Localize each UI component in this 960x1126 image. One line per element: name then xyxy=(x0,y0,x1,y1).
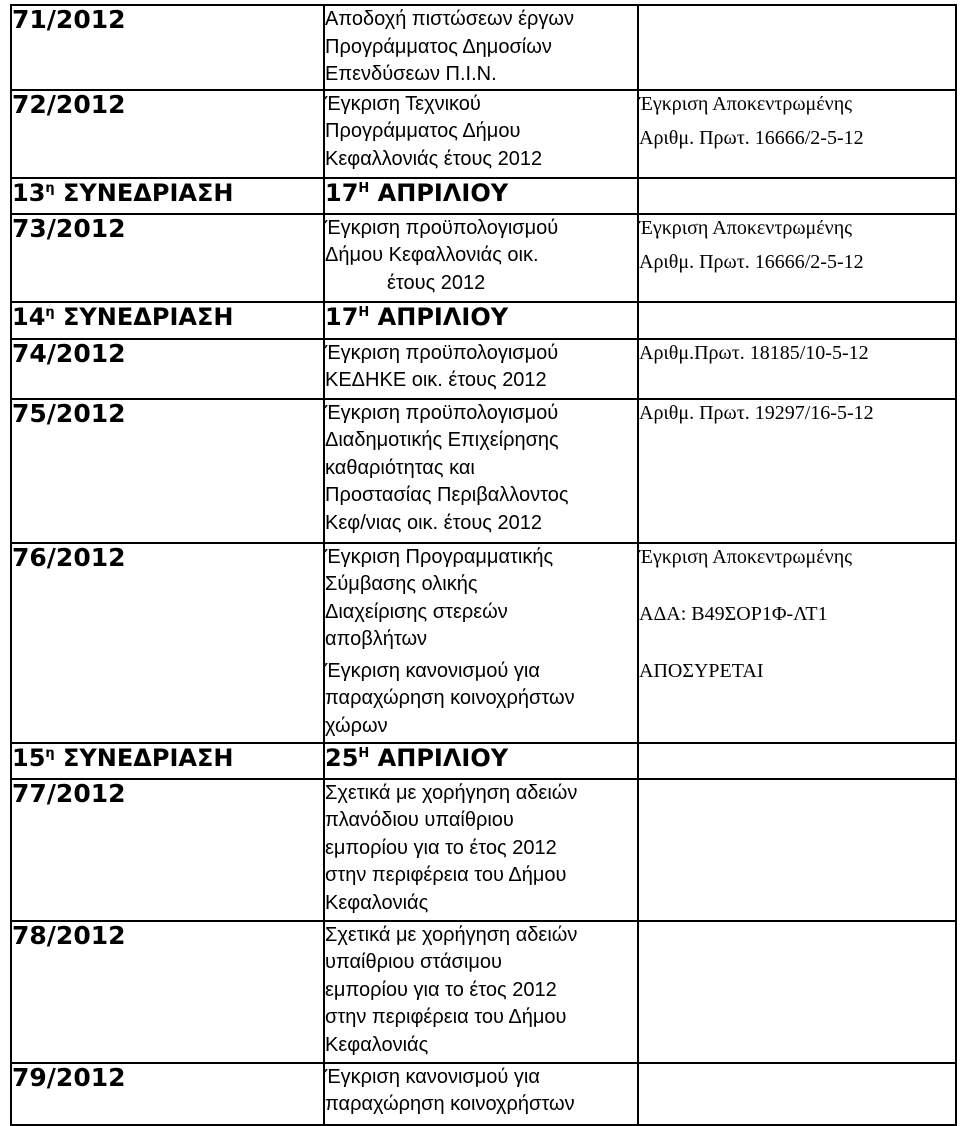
session-label: $13^\eta$ ΣΥΝΕΔΡΙΑΣΗ xyxy=(11,178,324,214)
decision-subject: Έγκριση προϋπολογισμού ΚΕΔΗΚΕ οικ. έτους 2012 xyxy=(324,339,638,399)
decision-subject: Έγκριση προϋπολογισμού Δήμου Κεφαλλονιάς οικ. έτους 2012 xyxy=(324,214,638,302)
session-label: $15^\eta$ ΣΥΝΕΔΡΙΑΣΗ xyxy=(11,743,324,779)
table-row xyxy=(11,339,956,399)
decision-subject: Έγκριση προϋπολογισμού Διαδημοτικής Επιχείρησης καθαριότητας και Προστασίας Περιβαλλοντος Κεφ/νιας οικ. έτους 2012 xyxy=(324,399,638,543)
session-row xyxy=(11,302,956,339)
decision-number: 72/2012 xyxy=(11,90,324,178)
decision-number: 74/2012 xyxy=(11,339,324,399)
decision-number: 71/2012 xyxy=(11,5,324,90)
approval-status: Έγκριση Αποκεντρωμένης Αριθμ. Πρωτ. 16666/2-5-12 xyxy=(638,214,956,302)
session-row xyxy=(11,743,956,779)
session-row xyxy=(11,178,956,214)
approval-status xyxy=(638,5,956,90)
decision-subject: Αποδοχή πιστώσεων έργων Προγράμματος Δημοσίων Επενδύσεων Π.Ι.Ν. xyxy=(324,5,638,90)
table-row xyxy=(11,921,956,1063)
table-row xyxy=(11,214,956,302)
table-row xyxy=(11,399,956,543)
decision-number: 77/2012 xyxy=(11,779,324,921)
session-date: $17^H$ ΑΠΡΙΛΙΟΥ xyxy=(324,178,638,214)
decision-subject: Σχετικά με χορήγηση αδειών πλανόδιου υπαίθριου εμπορίου για το έτος 2012 στην περιφέρεια του Δήμου Κεφαλονιάς xyxy=(324,779,638,921)
decision-number: 75/2012 xyxy=(11,399,324,543)
decision-number: 76/2012 xyxy=(11,543,324,743)
table-row xyxy=(11,5,956,90)
table-row xyxy=(11,90,956,178)
decision-number: 78/2012 xyxy=(11,921,324,1063)
session-date: $17^H$ ΑΠΡΙΛΙΟΥ xyxy=(324,302,638,339)
regulation-subject: Έγκριση κανονισμού για παραχώρηση κοινοχρήστων χώρων xyxy=(325,659,575,737)
approval-status: Αριθμ.Πρωτ. 18185/10-5-12 xyxy=(638,339,956,399)
decision-subject: Σχετικά με χορήγηση αδειών υπαίθριου στάσιμου εμπορίου για το έτος 2012 στην περιφέρεια του Δήμου Κεφαλονιάς xyxy=(324,921,638,1063)
approval-status: Έγκριση Αποκεντρωμένης ΑΔΑ: Β49ΣΟΡ1Φ-ΛΤ1 ΑΠΟΣΥΡΕΤΑΙ xyxy=(638,543,956,743)
withdrawn-label: ΑΠΟΣΥΡΕΤΑΙ xyxy=(639,659,764,682)
decision-subject: Έγκριση κανονισμού για παραχώρηση κοινοχρήστων xyxy=(324,1063,638,1125)
session-date: $25^H$ ΑΠΡΙΛΙΟΥ xyxy=(324,743,638,779)
decisions-table xyxy=(10,4,957,1126)
session-label: $14^\eta$ ΣΥΝΕΔΡΙΑΣΗ xyxy=(11,302,324,339)
decision-number: 73/2012 xyxy=(11,214,324,302)
approval-status: Αριθμ. Πρωτ. 19297/16-5-12 xyxy=(638,399,956,543)
table-row xyxy=(11,1063,956,1125)
decision-subject: Έγκριση Προγραμματικής Σύμβασης ολικής Διαχείρισης στερεών αποβλήτων Έγκριση κανονισμού για παραχώρηση κοινοχρήστων χώρων xyxy=(324,543,638,743)
approval-status: Έγκριση Αποκεντρωμένης Αριθμ. Πρωτ. 16666/2-5-12 xyxy=(638,90,956,178)
decision-subject: Έγκριση Τεχνικού Προγράμματος Δήμου Κεφαλλονιάς έτους 2012 xyxy=(324,90,638,178)
decision-number: 79/2012 xyxy=(11,1063,324,1125)
table-row xyxy=(11,779,956,921)
table-row xyxy=(11,543,956,743)
